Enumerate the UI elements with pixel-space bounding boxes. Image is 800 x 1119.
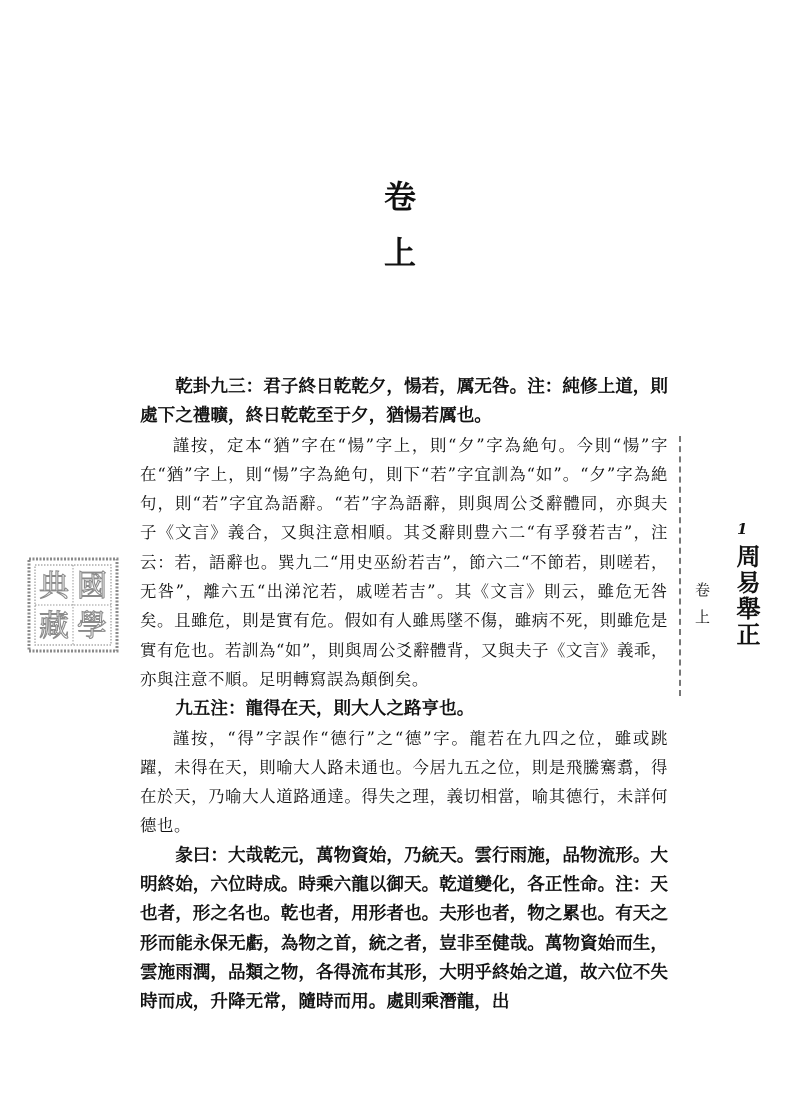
chapter-title-char-1: 卷 — [383, 178, 416, 216]
svg-text:藏: 藏 — [39, 609, 69, 644]
running-book-title: 周易舉正 — [732, 544, 761, 648]
chapter-title-char-2: 上 — [383, 234, 416, 272]
svg-text:國: 國 — [77, 569, 107, 604]
running-chapter-label: 卷上 — [693, 582, 711, 636]
seal-stamp-icon — [26, 556, 120, 654]
paragraph-jiuwu: 九五注：龍得在天，則大人之路亨也。 — [175, 698, 475, 720]
svg-text:典: 典 — [39, 569, 69, 604]
paragraph-qian-93: 乾卦九三：君子終日乾乾夕，愓若，厲无咎。注：純修上道，則處下之禮曠，終日乾乾至于夕，猶愓若厲也。 — [140, 376, 668, 427]
main-text — [140, 372, 668, 1017]
paragraph-commentary-1: 謹按，定本“猶”字在“愓”字上，則“夕”字為絶句。今則“愓”字在“猶”字上，則“愓”字為絶句，則下“若”字宜訓為“如”。“夕”字為絶句，則“若”字宜為語辭。“若”字為語辭，則與周公爻辭體同，亦與夫子《文言》義合，又與注意相順。其爻辭則豊六二“有孚發若吉”，注云：若，語辭也。巽九二“用史巫紛若吉”，節六二“不節若，則嗟若，无咎”，離六五“出涕沱若，戚嗟若吉”。其《文言》則云，雖危无咎矣。且雖危，則是實有危。假如有人雖馬墜不傷，雖病不死，則雖危是實有危也。若訓為“如”，則與周公爻辭體背，又與夫子《文言》義乖，亦與注意不順。足明轉寫誤為顛倒矣。 — [140, 435, 668, 689]
svg-text:學: 學 — [77, 609, 107, 644]
margin-divider-rule — [679, 436, 681, 696]
page-number: 1 — [737, 520, 748, 538]
paragraph-commentary-2: 謹按，“得”字誤作“德行”之“德”字。龍若在九四之位，雖或跳躍，未得在天，則喻大人路未通也。今居九五之位，則是飛騰騫翥，得在於天，乃喻大人道路通達。得失之理，義切相當，喻其德行，未詳何德也。 — [140, 728, 668, 836]
paragraph-tuan: 彖曰：大哉乾元，萬物資始，乃統天。雲行雨施，品物流形。大明終始，六位時成。時乘六龍以御天。乾道變化，各正性命。注：天也者，形之名也。乾也者，用形者也。夫形也者，物之累也。有天之形而能永保无虧，為物之首，統之者，豈非至健哉。萬物資始而生，雲施雨潤，品類之物，各得流布其形，大明乎終始之道，故六位不失時而成，升降无常，隨時而用。處則乘潛龍，出 — [140, 844, 668, 1013]
